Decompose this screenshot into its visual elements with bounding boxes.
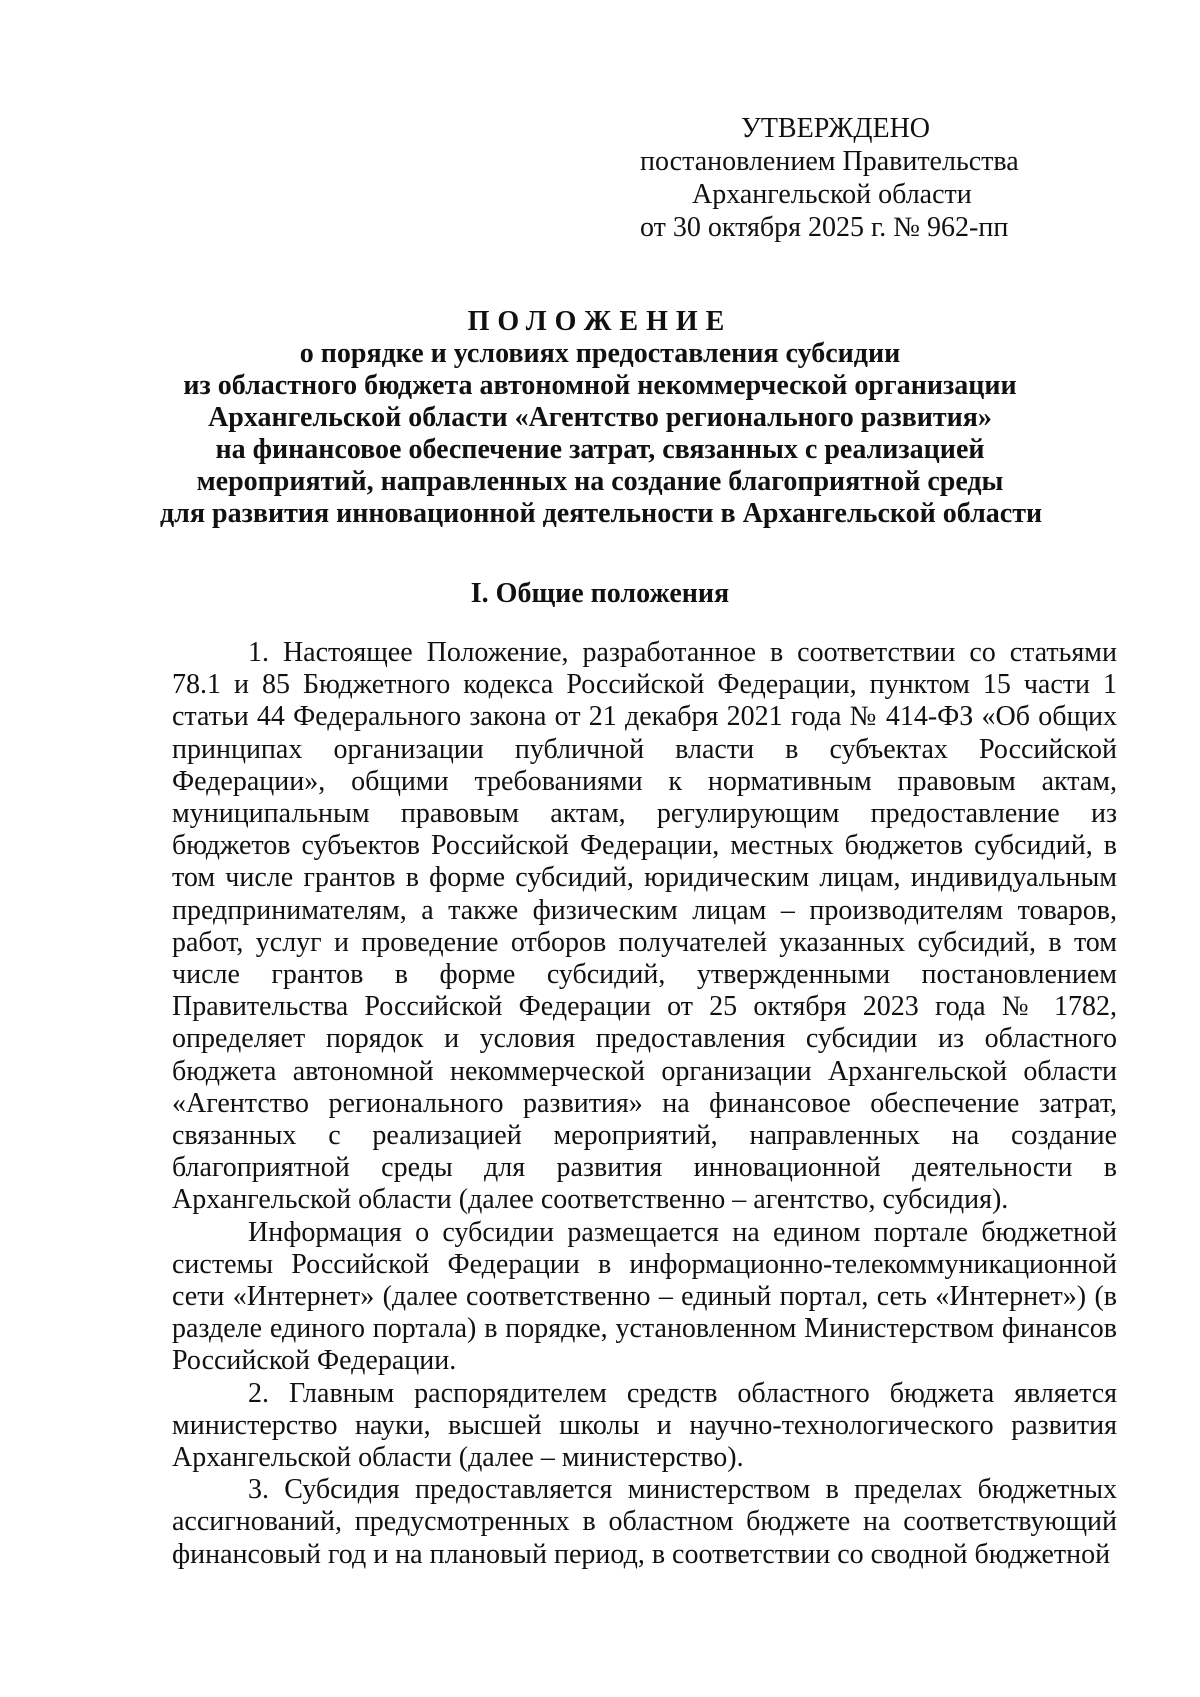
paragraph-information: Информация о субсидии размещается на едином портале бюджетной системы Российской Федерации в информационно-телекоммуникационной сети «Интернет» (далее соответственно – единый портал, сеть «Интернет») (в разделе единого портала) в порядке, установленном Министерством финансов Российской Федерации. <box>172 1216 1117 1377</box>
paragraph-3: 3. Субсидия предоставляется министерством в пределах бюджетных ассигнований, предусмотренных в областном бюджете на соответствующий финансовый год и на плановый период, в соответствии со сводной бюджетной <box>172 1474 1117 1570</box>
paragraph-2: 2. Главным распорядителем средств областного бюджета является министерство науки, высшей школы и научно-технологического развития Архангельской области (далее – министерство). <box>172 1377 1117 1474</box>
section-heading: I. Общие положения <box>470 578 730 609</box>
approval-title: УТВЕРЖДЕНО <box>741 113 931 144</box>
heading-line: о порядке и условиях предоставления субсидии <box>299 338 901 369</box>
approval-stamp <box>640 112 1140 244</box>
heading-line: на финансовое обеспечение затрат, связанных с реализацией <box>215 434 985 465</box>
paragraph-1: 1. Настоящее Положение, разработанное в соответствии со статьями 78.1 и 85 Бюджетного кодекса Российской Федерации, пунктом 15 части 1 статьи 44 Федерального закона от 21 декабря 2021 года № 414-ФЗ «Об общих принципах организации публичной власти в субъектах Российской Федерации», общими требованиями к нормативным правовым актам, муниципальным правовым актам, регулирующим предоставление из бюджетов субъектов Российской Федерации, местных бюджетов субсидий, в том числе грантов в форме субсидий, юридическим лицам, индивидуальным предпринимателям, а также физическим лицам – производителям товаров, работ, услуг и проведение отборов получателей указанных субсидий, в том числе грантов в форме субсидий, утвержденными постановлением Правительства Российской Федерации от 25 октября 2023 года № 1782, определяет порядок и условия предоставления субсидии из областного бюджета автономной некоммерческой организации Архангельской области «Агентство регионального развития» на финансовое обеспечение затрат, связанных с реализацией мероприятий, направленных на создание благоприятной среды для развития инновационной деятельности в Архангельской области (далее соответственно – агентство, субсидия). <box>172 637 1117 1216</box>
approval-line-date-number: от 30 октября 2025 г. № 962-пп <box>640 212 1009 243</box>
document-body <box>172 637 1117 1571</box>
heading-line: мероприятий, направленных на создание благоприятной среды <box>196 466 1004 497</box>
approval-line-region: Архангельской области <box>692 179 972 210</box>
approval-line-resolution: постановлением Правительства <box>640 146 1019 177</box>
document-heading <box>160 306 1043 530</box>
heading-line: Архангельской области «Агентство регионального развития» <box>208 402 992 433</box>
heading-line: из областного бюджета автономной некоммерческой организации <box>183 370 1017 401</box>
document-title: ПОЛОЖЕНИЕ <box>467 306 733 337</box>
heading-line: для развития инновационной деятельности в Архангельской области <box>160 498 1043 529</box>
